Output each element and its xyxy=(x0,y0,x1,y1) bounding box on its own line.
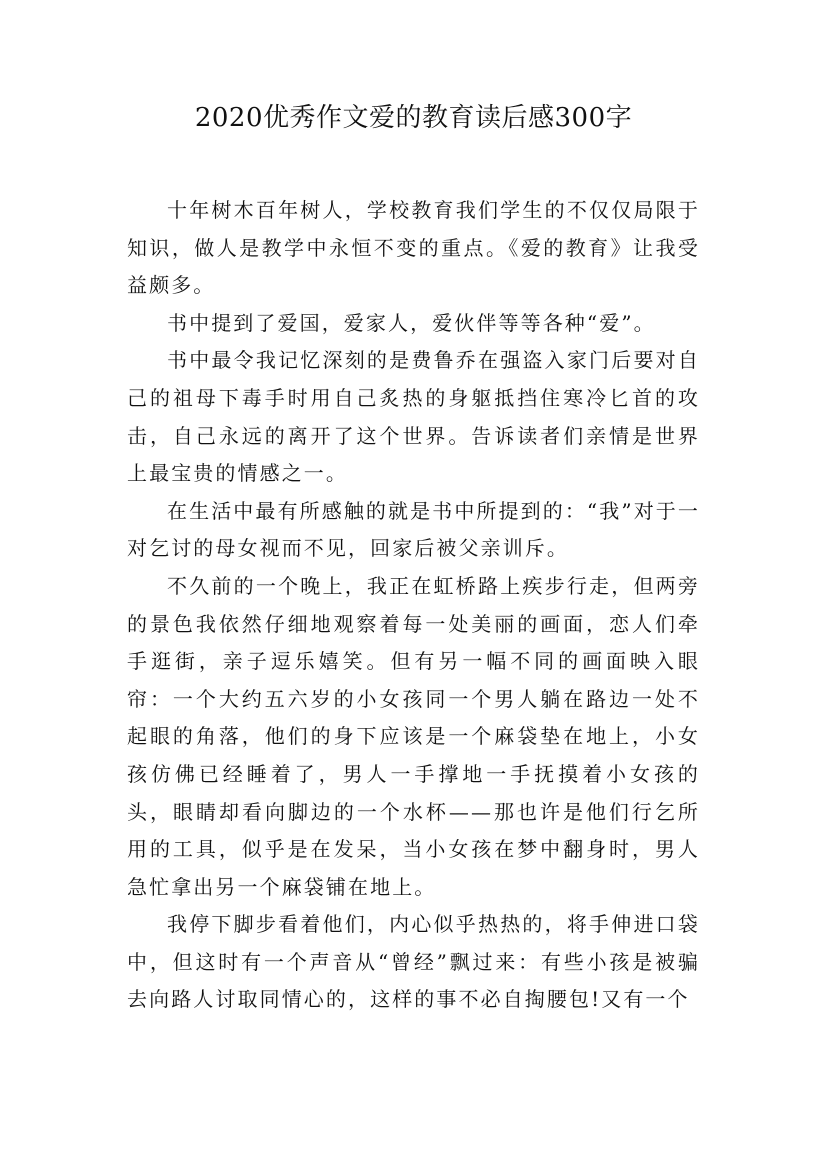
paragraph: 在生活中最有所感触的就是书中所提到的：“我”对于一对乞讨的母女视而不见，回家后被父亲训斥。 xyxy=(127,498,700,561)
paragraph: 我停下脚步看着他们，内心似乎热热的，将手伸进口袋中，但这时有一个声音从“曾经”飘过来：有些小孩是被骗去向路人讨取同情心的，这样的事不必自掏腰包!又有一个 xyxy=(127,912,700,1012)
paragraph: 书中最令我记忆深刻的是费鲁乔在强盗入家门后要对自己的祖母下毒手时用自己炙热的身躯抵挡住寒冷匕首的攻击，自己永远的离开了这个世界。告诉读者们亲情是世界上最宝贵的情感之一。 xyxy=(127,348,700,486)
paragraph: 不久前的一个晚上，我正在虹桥路上疾步行走，但两旁的景色我依然仔细地观察着每一处美丽的画面，恋人们牵手逛街，亲子逗乐嬉笑。但有另一幅不同的画面映入眼帘：一个大约五六岁的小女孩同一个男人躺在路边一处不起眼的角落，他们的身下应该是一个麻袋垫在地上，小女孩仿佛已经睡着了，男人一手撑地一手抚摸着小女孩的头，眼睛却看向脚边的一个水杯——那也许是他们行乞所用的工具，似乎是在发呆，当小女孩在梦中翻身时，男人急忙拿出另一个麻袋铺在地上。 xyxy=(127,573,700,899)
document-body xyxy=(127,192,700,1019)
document-title: 2020优秀作文爱的教育读后感300字 xyxy=(194,103,633,133)
paragraph: 书中提到了爱国，爱家人，爱伙伴等等各种“爱”。 xyxy=(167,310,656,335)
paragraph: 十年树木百年树人，学校教育我们学生的不仅仅局限于知识，做人是教学中永恒不变的重点。《爱的教育》让我受益颇多。 xyxy=(127,198,700,298)
